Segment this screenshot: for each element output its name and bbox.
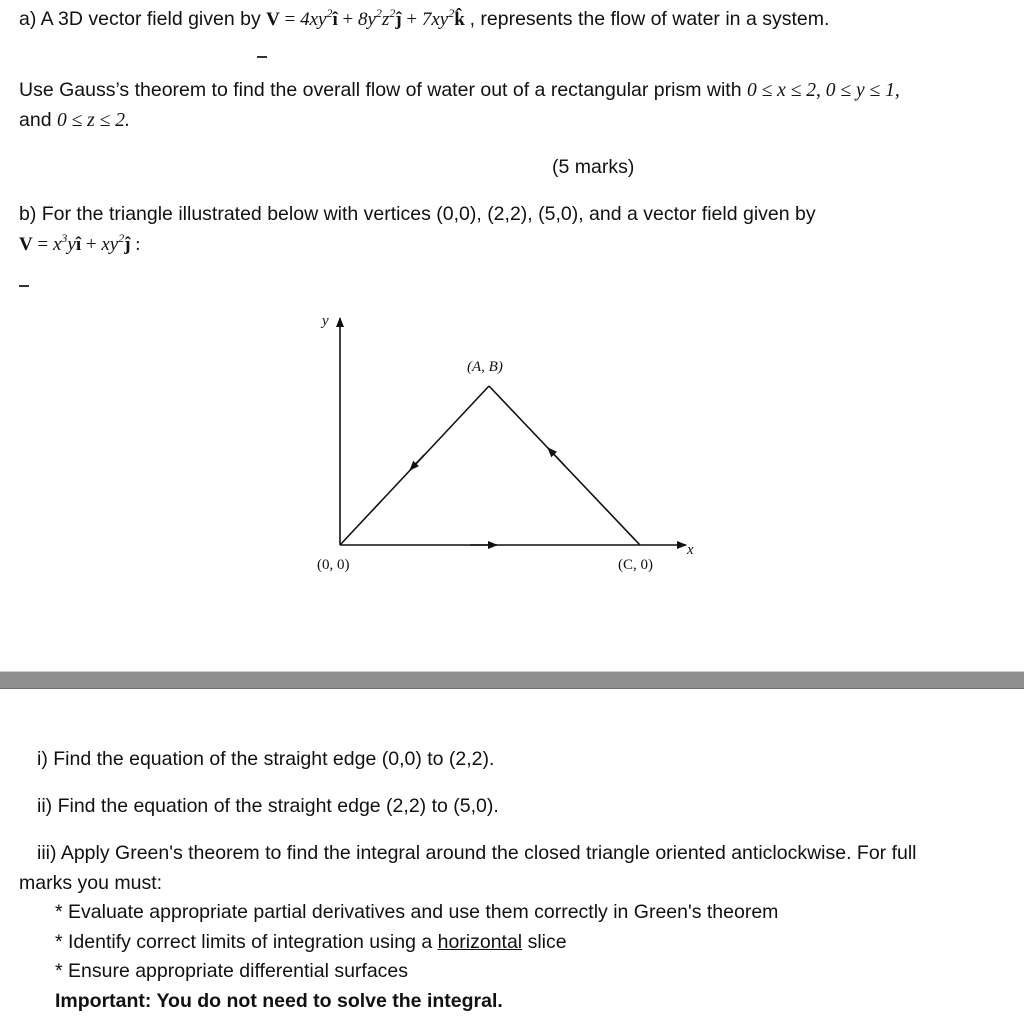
c-label: (C, 0) [618,557,653,573]
part-a-line2: Use Gauss’s theorem to find the overall flow of water out of a rectangular prism with 0 ≤ x ≤ 2, 0 ≤ y ≤ 1, [19,79,900,101]
bullet-surfaces: * Ensure appropriate differential surfaces [55,960,409,982]
important-note: Important: You do not need to solve the integral. [55,990,503,1012]
vector-symbol-b: V [19,234,33,255]
range-xy: 0 ≤ x ≤ 2, 0 ≤ y ≤ 1, [746,80,900,101]
apex-label: (A, B) [467,359,503,375]
arrow-right-edge [548,448,565,466]
unit-i-icon-b: î [75,234,82,255]
question-i: i) Find the equation of the straight edge (0,0) to (2,2). [37,748,495,770]
part-b-formula: $V = x^3yî$ + $xy^2ĵ$ : [19,231,141,255]
x-axis-label: x [687,542,694,558]
part-b-intro: b) For the triangle illustrated below with vertices (0,0), (2,2), (5,0), and a vector field given by [19,203,816,225]
range-z: 0 ≤ z ≤ 2. [56,110,130,131]
marks-label: (5 marks) [552,156,635,178]
bullet-limits: * Identify correct limits of integration using a horizontal slice [55,931,567,953]
y-axis-label: y [322,313,329,329]
part-a-prefix: a) A 3D vector field given by [19,8,261,30]
horizontal-word: horizontal [437,931,523,953]
unit-j-icon-b: ĵ [124,234,131,255]
part-a-suffix: , represents the flow of water in a system. [469,8,830,30]
separator-bar [0,671,1024,689]
unit-k-icon: k̂ [454,9,465,30]
unit-j-icon: ĵ [395,9,402,30]
part-a-line3: and 0 ≤ z ≤ 2. [19,109,130,131]
part-a-formula: $V = 4xy^2î$ + $8y^2z^2ĵ$ + $7xy^2k̂$ [266,6,465,30]
question-iii-line2: marks you must: [19,872,163,894]
origin-label: (0, 0) [317,557,350,573]
vector-symbol: V [266,9,280,30]
bullet-partials: * Evaluate appropriate partial derivatives and use them correctly in Green's theorem [55,901,779,923]
unit-i-icon: î [332,9,338,30]
arrow-left-edge [410,455,424,470]
question-ii: ii) Find the equation of the straight edge (2,2) to (5,0). [37,795,499,817]
question-iii-line1: iii) Apply Green's theorem to find the integral around the closed triangle oriented anticlockwise. For full [37,842,917,864]
